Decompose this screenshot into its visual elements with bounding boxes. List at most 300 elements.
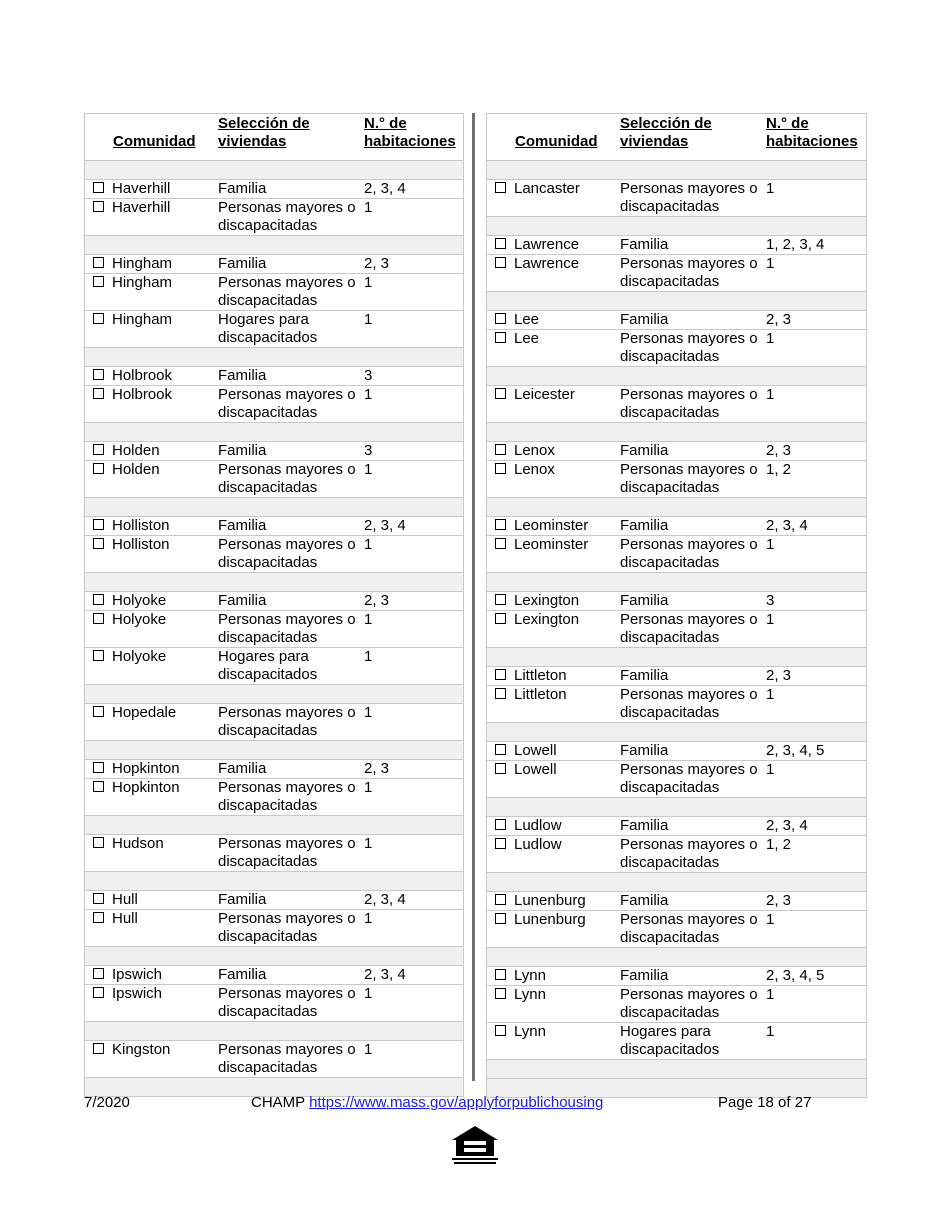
housing-type-cell: Familia (218, 255, 267, 272)
community-name: Littleton (514, 667, 567, 684)
checkbox[interactable] (495, 913, 506, 924)
checkbox[interactable] (495, 819, 506, 830)
community-cell (93, 779, 180, 797)
checkbox[interactable] (495, 1025, 506, 1036)
housing-type-cell: Familia (218, 442, 267, 459)
community-name: Lawrence (514, 236, 580, 253)
bedrooms-cell: 2, 3, 4, 5 (766, 742, 825, 759)
checkbox[interactable] (495, 894, 506, 905)
housing-type-cell: Familia (620, 442, 669, 459)
bedrooms-cell: 1 (766, 686, 775, 703)
table-row (487, 536, 866, 573)
table-row (487, 986, 866, 1023)
header-community: Comunidad (113, 133, 196, 150)
community-name: Lenox (514, 442, 555, 459)
community-name: Holden (112, 442, 160, 459)
community-name: Lunenburg (514, 911, 586, 928)
community-cell (93, 985, 162, 1003)
community-name: Leicester (514, 386, 575, 403)
housing-type-cell: Personas mayores o discapacitadas (620, 330, 758, 365)
community-cell (495, 667, 567, 685)
table-row (85, 199, 463, 236)
checkbox[interactable] (93, 968, 104, 979)
community-name: Holyoke (112, 611, 167, 628)
checkbox[interactable] (495, 669, 506, 680)
table-row (85, 255, 463, 274)
checkbox[interactable] (93, 276, 104, 287)
section-separator (85, 816, 463, 835)
housing-type-cell: Personas mayores o discapacitadas (218, 199, 356, 234)
housing-type-cell: Personas mayores o discapacitadas (218, 611, 356, 646)
checkbox[interactable] (93, 650, 104, 661)
checkbox[interactable] (495, 763, 506, 774)
community-cell (495, 986, 546, 1004)
community-name: Kingston (112, 1041, 171, 1058)
housing-type-cell: Personas mayores o discapacitadas (620, 761, 758, 796)
community-cell (93, 255, 172, 273)
table-row (85, 274, 463, 311)
community-cell (495, 817, 562, 835)
community-cell (93, 517, 170, 535)
community-cell (93, 367, 172, 385)
community-name: Ludlow (514, 817, 562, 834)
table-row (487, 911, 866, 948)
bedrooms-cell: 1 (364, 274, 373, 291)
bedrooms-cell: 1 (364, 536, 373, 553)
bedrooms-cell: 1 (766, 761, 775, 778)
bedrooms-cell: 1 (766, 255, 775, 272)
community-name: Ludlow (514, 836, 562, 853)
section-separator (85, 872, 463, 891)
housing-type-cell: Personas mayores o discapacitadas (218, 1041, 356, 1076)
checkbox[interactable] (495, 613, 506, 624)
community-name: Hudson (112, 835, 164, 852)
bedrooms-cell: 1, 2, 3, 4 (766, 236, 825, 253)
table-row (487, 330, 866, 367)
table-row (487, 461, 866, 498)
community-cell (495, 330, 539, 348)
housing-type-cell: Hogares para discapacitados (218, 311, 318, 346)
checkbox[interactable] (495, 182, 506, 193)
bedrooms-cell: 2, 3, 4 (766, 517, 808, 534)
section-separator (487, 161, 866, 180)
community-cell (495, 311, 539, 329)
table-row (85, 180, 463, 199)
community-name: Leominster (514, 536, 589, 553)
bedrooms-cell: 1, 2 (766, 836, 792, 853)
housing-type-cell: Personas mayores o discapacitadas (218, 910, 356, 945)
bedrooms-cell: 2, 3 (766, 311, 792, 328)
bedrooms-cell: 1 (766, 611, 775, 628)
community-name: Holyoke (112, 592, 167, 609)
table-row (85, 910, 463, 947)
table-row (487, 667, 866, 686)
table-row (85, 760, 463, 779)
housing-type-cell: Hogares para discapacitados (218, 648, 318, 683)
header-bedrooms: N.° de habitaciones (766, 115, 858, 150)
checkbox[interactable] (495, 744, 506, 755)
table-row (487, 1023, 866, 1060)
section-separator (487, 573, 866, 592)
checkbox[interactable] (93, 444, 104, 455)
community-cell (495, 461, 555, 479)
checkbox[interactable] (93, 837, 104, 848)
community-cell (495, 236, 579, 254)
section-separator (85, 947, 463, 966)
bedrooms-cell: 2, 3, 4 (364, 966, 406, 983)
header-housing: Selección de viviendas (620, 115, 712, 150)
community-name: Hopkinton (112, 760, 180, 777)
table-row (85, 611, 463, 648)
housing-type-cell: Hogares para discapacitados (620, 1023, 720, 1058)
section-separator (85, 573, 463, 592)
housing-type-cell: Familia (620, 311, 669, 328)
bedrooms-cell: 1 (766, 536, 775, 553)
housing-type-cell: Personas mayores o discapacitadas (218, 704, 356, 739)
community-cell (495, 911, 586, 929)
bedrooms-cell: 1 (364, 461, 373, 478)
footer-program-name: CHAMP (251, 1094, 305, 1111)
bedrooms-cell: 2, 3 (364, 760, 390, 777)
section-separator (487, 498, 866, 517)
bedrooms-cell: 1 (364, 704, 373, 721)
checkbox[interactable] (93, 388, 104, 399)
checkbox[interactable] (495, 988, 506, 999)
section-separator (85, 685, 463, 704)
header-community: Comunidad (515, 133, 598, 150)
section-separator (85, 348, 463, 367)
checkbox[interactable] (93, 463, 104, 474)
checkbox[interactable] (495, 313, 506, 324)
housing-type-cell: Personas mayores o discapacitadas (218, 985, 356, 1020)
community-name: Littleton (514, 686, 567, 703)
bedrooms-cell: 3 (364, 367, 373, 384)
community-cell (93, 311, 172, 329)
table-row (85, 835, 463, 872)
housing-type-cell: Personas mayores o discapacitadas (620, 836, 758, 871)
community-name: Lexington (514, 611, 580, 628)
checkbox[interactable] (495, 519, 506, 530)
housing-type-cell: Personas mayores o discapacitadas (218, 274, 356, 309)
checkbox[interactable] (495, 388, 506, 399)
bedrooms-cell: 1, 2 (766, 461, 792, 478)
table-row (487, 742, 866, 761)
section-separator (85, 498, 463, 517)
housing-type-cell: Personas mayores o discapacitadas (218, 835, 356, 870)
housing-type-cell: Familia (620, 517, 669, 534)
checkbox[interactable] (93, 762, 104, 773)
bedrooms-cell: 1 (364, 611, 373, 628)
equal-housing-opportunity-icon (450, 1124, 500, 1166)
housing-type-cell: Familia (218, 966, 267, 983)
checkbox[interactable] (495, 969, 506, 980)
checkbox[interactable] (93, 594, 104, 605)
bedrooms-cell: 1 (766, 330, 775, 347)
checkbox[interactable] (93, 706, 104, 717)
checkbox[interactable] (495, 238, 506, 249)
checkbox[interactable] (93, 781, 104, 792)
bedrooms-cell: 1 (766, 180, 775, 197)
community-cell (93, 274, 172, 292)
housing-type-cell: Familia (620, 967, 669, 984)
section-separator (85, 1022, 463, 1041)
table-header (85, 114, 463, 161)
footer-page-number: Page 18 of 27 (718, 1094, 812, 1111)
table-row (85, 1041, 463, 1078)
bedrooms-cell: 1 (766, 1023, 775, 1040)
section-separator (487, 217, 866, 236)
community-cell (93, 835, 164, 853)
community-cell (495, 255, 579, 273)
checkbox[interactable] (93, 201, 104, 212)
community-name: Lexington (514, 592, 580, 609)
community-name: Lenox (514, 461, 555, 478)
community-name: Lynn (514, 986, 546, 1003)
section-separator (487, 648, 866, 667)
housing-type-cell: Familia (218, 367, 267, 384)
bedrooms-cell: 2, 3 (364, 255, 390, 272)
checkbox[interactable] (93, 987, 104, 998)
community-cell (93, 910, 138, 928)
checkbox[interactable] (93, 1043, 104, 1054)
housing-type-cell: Familia (218, 180, 267, 197)
housing-type-cell: Familia (620, 892, 669, 909)
housing-type-cell: Familia (218, 592, 267, 609)
community-cell (495, 892, 586, 910)
section-separator (487, 1060, 866, 1079)
bedrooms-cell: 1 (766, 386, 775, 403)
table-row (85, 891, 463, 910)
column-divider (472, 113, 475, 1081)
community-name: Ipswich (112, 985, 163, 1002)
housing-type-cell: Familia (620, 236, 669, 253)
housing-type-cell: Personas mayores o discapacitadas (218, 779, 356, 814)
housing-type-cell: Personas mayores o discapacitadas (218, 536, 356, 571)
community-name: Ipswich (112, 966, 163, 983)
bedrooms-cell: 1 (766, 911, 775, 928)
community-cell (495, 180, 580, 198)
checkbox[interactable] (495, 332, 506, 343)
bedrooms-cell: 2, 3, 4 (766, 817, 808, 834)
table-row (487, 817, 866, 836)
housing-type-cell: Personas mayores o discapacitadas (620, 911, 758, 946)
community-cell (93, 442, 160, 460)
footer-date: 7/2020 (84, 1094, 130, 1111)
community-cell (495, 536, 588, 554)
section-separator (487, 423, 866, 442)
table-row (85, 592, 463, 611)
table-row (85, 648, 463, 685)
community-name: Lancaster (514, 180, 580, 197)
table-row (487, 686, 866, 723)
housing-type-cell: Personas mayores o discapacitadas (620, 180, 758, 215)
community-name: Hull (112, 891, 138, 908)
housing-type-cell: Personas mayores o discapacitadas (620, 386, 758, 421)
community-cell (495, 611, 579, 629)
checkbox[interactable] (495, 838, 506, 849)
community-name: Lee (514, 330, 540, 347)
community-name: Lawrence (514, 255, 580, 272)
footer-program (251, 1093, 603, 1113)
community-name: Holden (112, 461, 160, 478)
housing-type-cell: Familia (620, 592, 669, 609)
bedrooms-cell: 1 (364, 985, 373, 1002)
housing-type-cell: Familia (620, 742, 669, 759)
header-bedrooms: N.° de habitaciones (364, 115, 456, 150)
housing-type-cell: Familia (620, 817, 669, 834)
table-row (85, 442, 463, 461)
bedrooms-cell: 2, 3, 4 (364, 180, 406, 197)
community-name: Hopedale (112, 704, 177, 721)
table-row (85, 367, 463, 386)
community-cell (495, 686, 567, 704)
bedrooms-cell: 2, 3, 4, 5 (766, 967, 825, 984)
community-cell (93, 1041, 170, 1059)
section-separator (85, 741, 463, 760)
table-row (487, 592, 866, 611)
community-cell (93, 891, 138, 909)
section-separator (85, 236, 463, 255)
community-name: Lynn (514, 1023, 546, 1040)
bedrooms-cell: 2, 3 (364, 592, 390, 609)
checkbox[interactable] (93, 538, 104, 549)
table-header (487, 114, 866, 161)
table-row (85, 985, 463, 1022)
community-cell (93, 592, 166, 610)
checkbox[interactable] (495, 688, 506, 699)
header-housing: Selección de viviendas (218, 115, 310, 150)
community-name: Lynn (514, 967, 546, 984)
section-separator (487, 798, 866, 817)
community-name: Hopkinton (112, 779, 180, 796)
table-row (487, 611, 866, 648)
table-row (487, 311, 866, 330)
table-body-left (85, 161, 463, 1097)
table-row (487, 180, 866, 217)
bedrooms-cell: 3 (364, 442, 373, 459)
bedrooms-cell: 1 (364, 311, 373, 328)
checkbox[interactable] (93, 912, 104, 923)
section-separator (85, 161, 463, 180)
bedrooms-cell: 2, 3, 4 (364, 517, 406, 534)
bedrooms-cell: 1 (364, 779, 373, 796)
checkbox[interactable] (93, 519, 104, 530)
community-cell (93, 966, 162, 984)
table-row (85, 536, 463, 573)
community-name: Hull (112, 910, 138, 927)
section-separator (487, 367, 866, 386)
community-cell (495, 836, 562, 854)
checkbox[interactable] (93, 313, 104, 324)
bedrooms-cell: 1 (364, 910, 373, 927)
community-name: Holliston (112, 536, 170, 553)
community-cell (93, 648, 166, 666)
checkbox[interactable] (93, 182, 104, 193)
table-row (487, 386, 866, 423)
community-cell (495, 967, 546, 985)
community-name: Holliston (112, 517, 170, 534)
community-name: Haverhill (112, 180, 171, 197)
housing-type-cell: Personas mayores o discapacitadas (620, 986, 758, 1021)
table-body-right (487, 161, 866, 1098)
housing-type-cell: Personas mayores o discapacitadas (218, 461, 356, 496)
housing-type-cell: Familia (218, 760, 267, 777)
community-cell (93, 180, 170, 198)
community-name: Lee (514, 311, 540, 328)
bedrooms-cell: 1 (364, 835, 373, 852)
table-row (487, 255, 866, 292)
community-name: Leominster (514, 517, 589, 534)
community-cell (495, 1023, 546, 1041)
housing-type-cell: Personas mayores o discapacitadas (620, 686, 758, 721)
checkbox[interactable] (495, 444, 506, 455)
community-cell (495, 442, 555, 460)
communities-table-left (84, 113, 464, 1097)
community-name: Holbrook (112, 386, 173, 403)
checkbox[interactable] (93, 369, 104, 380)
housing-type-cell: Personas mayores o discapacitadas (620, 255, 758, 290)
bedrooms-cell: 3 (766, 592, 775, 609)
community-name: Lunenburg (514, 892, 586, 909)
bedrooms-cell: 1 (766, 986, 775, 1003)
community-cell (495, 761, 557, 779)
table-row (85, 704, 463, 741)
community-name: Lowell (514, 761, 557, 778)
section-separator (487, 948, 866, 967)
table-row (487, 442, 866, 461)
table-row (85, 779, 463, 816)
community-cell (93, 199, 170, 217)
checkbox[interactable] (93, 893, 104, 904)
community-cell (495, 386, 575, 404)
checkbox[interactable] (495, 538, 506, 549)
housing-type-cell: Personas mayores o discapacitadas (218, 386, 356, 421)
communities-table-right (486, 113, 867, 1098)
checkbox[interactable] (93, 613, 104, 624)
bedrooms-cell: 2, 3, 4 (364, 891, 406, 908)
housing-type-cell: Familia (218, 891, 267, 908)
bedrooms-cell: 1 (364, 199, 373, 216)
community-name: Hingham (112, 255, 173, 272)
community-cell (93, 760, 180, 778)
community-name: Haverhill (112, 199, 171, 216)
checkbox[interactable] (495, 257, 506, 268)
checkbox[interactable] (93, 257, 104, 268)
housing-type-cell: Personas mayores o discapacitadas (620, 461, 758, 496)
table-row (487, 892, 866, 911)
community-cell (495, 517, 588, 535)
section-separator (85, 423, 463, 442)
table-row (487, 517, 866, 536)
table-row (85, 311, 463, 348)
footer-link[interactable]: https://www.mass.gov/applyforpublichousing (309, 1094, 604, 1111)
table-row (487, 236, 866, 255)
table-row (85, 966, 463, 985)
community-cell (93, 536, 170, 554)
community-cell (93, 611, 166, 629)
bedrooms-cell: 2, 3 (766, 442, 792, 459)
community-cell (93, 386, 172, 404)
housing-type-cell: Personas mayores o discapacitadas (620, 536, 758, 571)
bedrooms-cell: 1 (364, 1041, 373, 1058)
checkbox[interactable] (495, 594, 506, 605)
section-separator (487, 873, 866, 892)
table-row (487, 967, 866, 986)
checkbox[interactable] (495, 463, 506, 474)
bedrooms-cell: 2, 3 (766, 892, 792, 909)
table-row (487, 836, 866, 873)
community-cell (93, 461, 160, 479)
